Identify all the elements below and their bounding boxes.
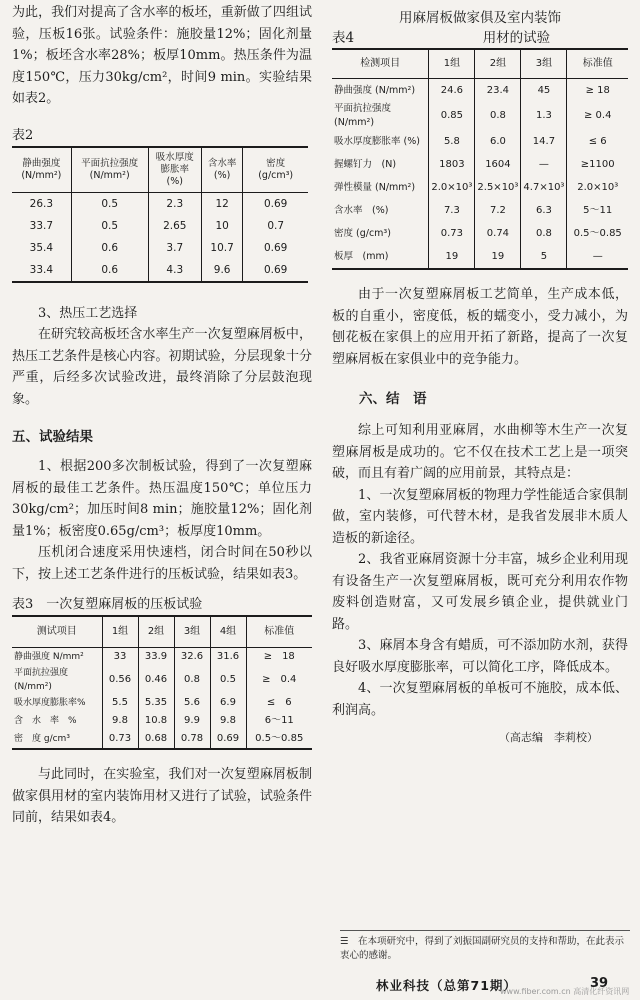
table-cell: 0.85 <box>429 102 475 130</box>
footnote-marker: ☰ <box>340 936 359 947</box>
table-cell: 2.65 <box>148 215 201 237</box>
table4-header-row <box>332 49 628 79</box>
table-cell: ≤ 6 <box>266 697 292 708</box>
table-cell: 9.9 <box>174 712 210 730</box>
table-cell: 9.6 <box>201 259 242 282</box>
table2-header: 含水率 (%) <box>201 147 242 193</box>
table-cell: 0.5 <box>71 215 148 237</box>
table-cell: — <box>592 250 603 262</box>
table-cell: 7.3 <box>429 199 475 222</box>
table-cell: 6～11 <box>264 715 294 726</box>
section5-paragraph-1: 1、根据200多次制板试验，得到了一次复塑麻屑板的最佳工艺条件。热压温度150℃；单位压力30kg/cm²；加压时间8 min；施胶量12%；固化剂量1%；板密度0.65g/cm³；板厚度10mm。 <box>12 459 312 539</box>
table-row <box>332 245 628 269</box>
table-cell: ≥ 0.4 <box>262 674 297 685</box>
table-cell: 吸水厚度膨胀率 (%) <box>332 130 429 153</box>
table3-header: 1组 <box>102 616 138 648</box>
table-cell: 2.0×10³ <box>429 176 475 199</box>
table-cell: ≥ 18 <box>263 651 295 662</box>
table-cell: 5 <box>521 245 567 269</box>
table-cell: 吸水厚度膨胀率% <box>12 694 102 712</box>
table-cell: 0.6 <box>71 237 148 259</box>
table-cell: 10.7 <box>201 237 242 259</box>
table-cell: 0.69 <box>263 197 288 210</box>
table3-header: 4组 <box>210 616 246 648</box>
left-column <box>12 0 312 829</box>
table-cell: 密度 (g/cm³) <box>332 222 429 245</box>
table-cell: ≥ 18 <box>585 84 610 96</box>
section6-point: 1、一次复塑麻屑板的物理力学性能适合家俱制做，室内装修，可代替木材，是我省发展非木质人造板的新途径。 <box>332 487 628 546</box>
table-cell: 24.6 <box>429 79 475 103</box>
section6-point: 3、麻屑本身含有蜡质，可不添加防水剂，获得良好吸水厚度膨胀率，可以简化工序，降低成本。 <box>332 638 628 675</box>
table-cell: 5.35 <box>138 694 174 712</box>
table-cell: 平面抗拉强度 (N/mm²) <box>12 666 102 694</box>
table4-header: 2组 <box>475 49 521 79</box>
table4-header: 检测项目 <box>332 49 429 79</box>
table-cell: 2.5×10³ <box>475 176 521 199</box>
section6-point: 4、一次复塑麻屑板的单板可不施胶，成本低、利润高。 <box>332 681 628 718</box>
table-cell: 1803 <box>429 153 475 176</box>
table-cell: 9.8 <box>210 712 246 730</box>
editors-credit: （高志编 李莉校） <box>499 731 598 744</box>
table-row <box>12 730 312 749</box>
table-cell: 静曲强度 N/mm² <box>12 648 102 667</box>
table-cell: 1604 <box>475 153 521 176</box>
table-row <box>12 192 308 215</box>
table3-header: 2组 <box>138 616 174 648</box>
table3-header-row <box>12 616 312 648</box>
table-cell: 2.0×10³ <box>577 181 619 193</box>
table-cell: 含 水 率 % <box>12 712 102 730</box>
table-cell: ≤ 6 <box>588 135 607 147</box>
section6-point: 2、我省亚麻屑资源十分丰富，城乡企业利用现有设备生产一次复塑麻屑板，既可充分利用农作物废料创造财富，又可发展乡镇企业，提供就业门路。 <box>332 552 628 632</box>
watermark: www.fiber.com.cn 高清化纤资讯网 <box>500 987 630 996</box>
table-cell: ≥1100 <box>580 158 615 170</box>
table-cell: 2.3 <box>148 192 201 215</box>
table4-caption-rest: 用材的试验 <box>482 30 551 46</box>
table-cell: 5.8 <box>429 130 475 153</box>
after-table4-paragraph: 由于一次复塑麻屑板工艺简单，生产成本低，板的自重小，密度低，板的蠕变小，受力减小，为刨花板在家俱上的应用开拓了新路，提高了一次复塑麻屑板在家俱业中的竞争能力。 <box>332 287 628 367</box>
table4-caption <box>332 28 628 48</box>
table-cell: ≥ 0.4 <box>583 110 612 121</box>
table-cell: 静曲强度 (N/mm²) <box>332 79 429 103</box>
intro-paragraph: 为此，我们对提高了含水率的板坯，重新做了四组试验，压板16张。试验条件：施胶量12%；固化剂量1%；板坯含水率28%；板厚10mm。热压条件为温度150℃，压力30kg/cm²，时间9 min。实验结果如表2。 <box>12 5 312 106</box>
table-cell: 0.8 <box>174 666 210 694</box>
table-row <box>12 648 312 667</box>
table-cell: 10.8 <box>138 712 174 730</box>
table-row <box>332 153 628 176</box>
table-cell: 33.9 <box>138 648 174 667</box>
table-cell: 0.5 <box>210 666 246 694</box>
table-row <box>12 237 308 259</box>
table2-header: 密度 (g/cm³) <box>243 147 308 193</box>
table-cell: 23.4 <box>475 79 521 103</box>
section3-title: 3、热压工艺选择 <box>38 305 138 321</box>
table-cell: 19 <box>475 245 521 269</box>
table-cell: 0.69 <box>210 730 246 749</box>
table-cell: 35.4 <box>12 237 71 259</box>
page-number: 39 <box>590 976 609 991</box>
table2-header: 静曲强度 (N/mm²) <box>12 147 71 193</box>
table-row <box>332 130 628 153</box>
table-cell: 0.5 <box>71 192 148 215</box>
table-cell: 0.7 <box>267 219 285 232</box>
table-cell: 32.6 <box>174 648 210 667</box>
table-row <box>332 79 628 103</box>
table-cell: 弹性模量 (N/mm²) <box>332 176 429 199</box>
table-cell: 31.6 <box>210 648 246 667</box>
table2 <box>12 146 308 283</box>
table-row <box>332 102 628 130</box>
table-cell: 0.6 <box>71 259 148 282</box>
table-row <box>332 199 628 222</box>
table-cell: 1.3 <box>521 102 567 130</box>
table-cell: 0.74 <box>475 222 521 245</box>
table-cell: 4.3 <box>148 259 201 282</box>
table-cell: 4.7×10³ <box>521 176 567 199</box>
table-cell: 5.5 <box>102 694 138 712</box>
section6-paragraph: 综上可知利用亚麻屑，水曲柳等木生产一次复塑麻屑板是成功的。它不仅在技术工艺上是一项突破，而且有着广阔的应用前景，其特点是： <box>332 423 628 481</box>
table-cell: 0.8 <box>475 102 521 130</box>
table-cell: 10 <box>201 215 242 237</box>
table-cell: 握螺钉力 (N) <box>332 153 429 176</box>
table4-title: 用麻屑板做家俱及室内装饰 <box>399 10 561 26</box>
table-cell: 密 度 g/cm³ <box>12 730 102 749</box>
table-cell: 9.8 <box>102 712 138 730</box>
section5-paragraph-2: 压机闭合速度采用快速档，闭合时间在50秒以下，按上述工艺条件进行的压板试验，结果如表3。 <box>12 545 312 582</box>
journal-footer: 林业科技（总第71期） <box>376 978 517 993</box>
table-cell: 0.78 <box>174 730 210 749</box>
table-cell: 板厚 (mm) <box>332 245 429 269</box>
table3-caption: 表3 一次复塑麻屑板的压板试验 <box>12 597 203 612</box>
table-cell: 0.73 <box>102 730 138 749</box>
table-cell: 0.5～0.85 <box>255 733 304 744</box>
table-cell: 3.7 <box>148 237 201 259</box>
table-cell: 含水率 (%) <box>332 199 429 222</box>
table-cell: 19 <box>429 245 475 269</box>
table-cell: 33.4 <box>12 259 71 282</box>
section6-title: 六、结 语 <box>359 391 427 407</box>
table2-caption: 表2 <box>12 127 34 143</box>
table-cell: 14.7 <box>521 130 567 153</box>
table-cell: 0.5～0.85 <box>573 227 622 239</box>
table-row <box>12 666 312 694</box>
table-cell: 7.2 <box>475 199 521 222</box>
after-table3-paragraph: 与此同时，在实验室，我们对一次复塑麻屑板制做家俱用材的室内装饰用材又进行了试验，试验条件同前，结果如表4。 <box>12 767 312 825</box>
table-cell: 0.73 <box>429 222 475 245</box>
table-row <box>332 176 628 199</box>
table4-header: 1组 <box>429 49 475 79</box>
table-row <box>12 694 312 712</box>
table-cell: 6.3 <box>521 199 567 222</box>
table3-header: 标准值 <box>246 616 312 648</box>
table4 <box>332 48 628 270</box>
table-cell: 33.7 <box>12 215 71 237</box>
table-cell: 45 <box>521 79 567 103</box>
table3 <box>12 615 312 750</box>
table4-caption-prefix: 表4 <box>332 30 355 46</box>
table-row <box>12 259 308 282</box>
table-cell: 0.68 <box>138 730 174 749</box>
table3-header: 3组 <box>174 616 210 648</box>
right-column <box>332 0 628 749</box>
table-cell: 12 <box>201 192 242 215</box>
table-cell: 6.0 <box>475 130 521 153</box>
section5-title: 五、试验结果 <box>12 429 93 445</box>
table-cell: 0.46 <box>138 666 174 694</box>
table-cell: — <box>521 153 567 176</box>
section3-text: 在研究较高板坯含水率生产一次复塑麻屑板中，热压工艺条件是核心内容。初期试验，分层现象十分严重，后经多次试验改进，最终消除了分层鼓泡现象。 <box>12 327 312 407</box>
table4-header: 标准值 <box>567 49 628 79</box>
table2-header: 吸水厚度 膨胀率 (%) <box>148 147 201 193</box>
table4-header: 3组 <box>521 49 567 79</box>
table-cell: 平面抗拉强度 (N/mm²) <box>332 102 429 130</box>
table-row <box>332 222 628 245</box>
table-row <box>12 712 312 730</box>
footnote-text: 在本项研究中，得到了刘振国副研究员的支持和帮助，在此表示衷心的感谢。 <box>340 936 625 961</box>
footnote <box>340 930 630 963</box>
table2-header: 平面抗拉强度 (N/mm²) <box>71 147 148 193</box>
table-cell: 0.69 <box>263 263 288 276</box>
table-cell: 0.69 <box>263 241 288 254</box>
table-cell: 5～11 <box>583 204 613 216</box>
table-cell: 33 <box>102 648 138 667</box>
table-cell: 0.8 <box>521 222 567 245</box>
table3-header: 测试项目 <box>12 616 102 648</box>
table-cell: 0.56 <box>102 666 138 694</box>
table-cell: 6.9 <box>210 694 246 712</box>
table-row <box>12 215 308 237</box>
table-cell: 5.6 <box>174 694 210 712</box>
table-cell: 26.3 <box>12 192 71 215</box>
table2-header-row <box>12 147 308 193</box>
